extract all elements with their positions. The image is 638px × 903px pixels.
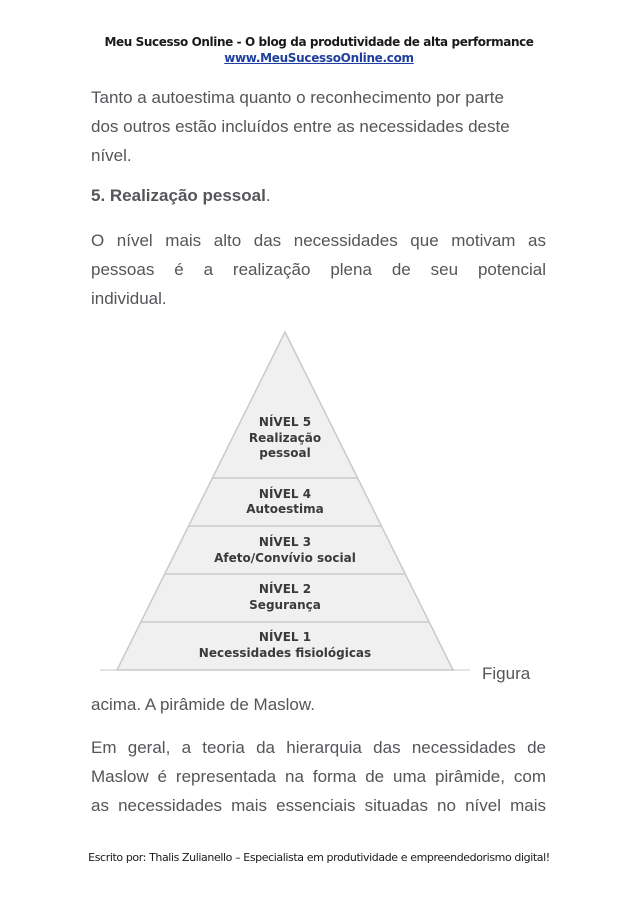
pyramid-outline (117, 332, 453, 670)
section-heading (91, 186, 271, 206)
level-label: Autoestima (246, 502, 324, 516)
level-number: NÍVEL 2 (258, 582, 312, 596)
page-footer: Escrito por: Thalis Zulianello – Especialista em produtividade e empreendedorismo digital! (88, 851, 550, 864)
header-title: Meu Sucesso Online - O blog da produtividade de alta performance (104, 35, 534, 49)
text-line: nível. (91, 146, 132, 165)
text-line: as necessidades mais essenciais situadas no nível mais (91, 796, 546, 815)
text-line: Em geral, a teoria da hierarquia das necessidades de (91, 738, 546, 757)
text-line: O nível mais alto das necessidades que motivam as (91, 231, 546, 250)
level-number: NÍVEL 3 (258, 535, 312, 549)
level-number: NÍVEL 5 (258, 415, 312, 429)
level-number: NÍVEL 1 (258, 630, 312, 644)
heading-dot: . (265, 186, 271, 205)
text-line: dos outros estão incluídos entre as necessidades deste (91, 117, 510, 136)
pyramid-level-5 (249, 414, 321, 460)
paragraph-realizacao (91, 226, 546, 313)
text-line: pessoas é a realização plena de seu potencial (91, 260, 546, 279)
level-label: Afeto/Convívio social (214, 551, 356, 565)
level-label: pessoal (259, 446, 311, 460)
level-label: Realização (248, 431, 322, 445)
level-label: Necessidades fisiológicas (198, 646, 372, 660)
paragraph-autoestima (91, 83, 546, 170)
figure-caption-start: Figura (482, 664, 531, 683)
figure-caption (91, 690, 546, 719)
level-label: Segurança (249, 598, 321, 612)
level-number: NÍVEL 4 (258, 487, 312, 501)
text-line: individual. (91, 289, 167, 308)
text-line: Maslow é representada na forma de uma pirâmide, com (91, 767, 546, 786)
paragraph-hierarquia (91, 733, 546, 820)
header-url-link[interactable]: www.MeuSucessoOnline.com (224, 51, 414, 65)
heading-text: 5. Realização pessoal (91, 186, 266, 205)
caption-text: acima. A pirâmide de Maslow. (91, 695, 315, 714)
maslow-pyramid-figure (100, 330, 470, 675)
text-line: Tanto a autoestima quanto o reconhecimento por parte (91, 88, 504, 107)
page-header (0, 35, 638, 65)
